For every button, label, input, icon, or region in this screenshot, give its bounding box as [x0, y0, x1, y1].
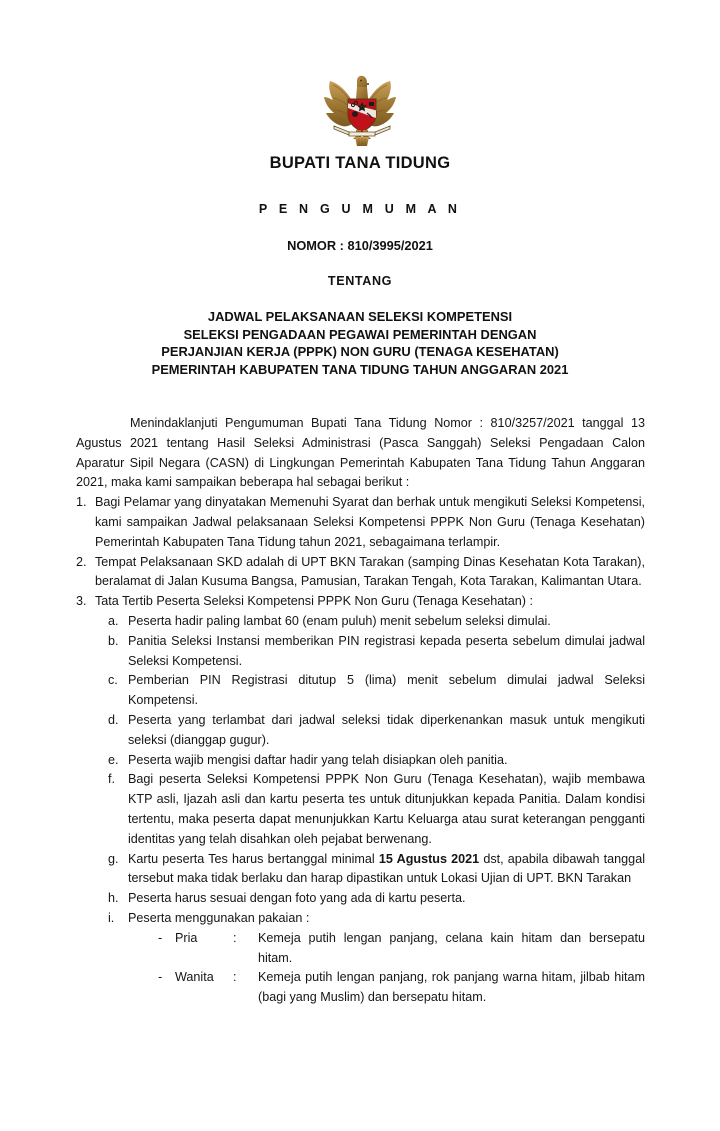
list-item-text: Tempat Pelaksanaan SKD adalah di UPT BKN Tarakan (samping Dinas Kesehatan Kota Tarakan), beralamat di Jalan Kusuma Bangsa, Pamusian, Tarakan Tengah, Kota Tarakan, Kalimantan Utara.: [95, 554, 645, 589]
dash-marker: -: [158, 970, 163, 985]
sublist-item-marker: c.: [108, 673, 118, 688]
sublist-item-marker: g.: [108, 851, 119, 866]
intro-paragraph: Menindaklanjuti Pengumuman Bupati Tana Tidung Nomor : 810/3257/2021 tanggal 13 Agustus 2021 tentang Hasil Seleksi Administrasi (Pasca Sanggah) Seleksi Pengadaan Calon Aparatur Sipil Negara (CASN) di Lingkungan Pemerintah Kabupaten Tana Tidung Tahun Anggaran 2021, maka kami sampaikan beberapa hal sebagai berikut :: [76, 416, 645, 490]
garuda-pancasila-emblem: [312, 72, 408, 148]
sublist-item-text: Peserta hadir paling lambat 60 (enam puluh) menit sebelum seleksi dimulai.: [128, 613, 551, 628]
colon-separator: :: [233, 970, 237, 985]
sublist-item: [108, 751, 645, 771]
document-body: [76, 414, 645, 1008]
sublist-item-text: Pemberian PIN Registrasi ditutup 5 (lima) menit sebelum dimulai jadwal Seleksi Kompetensi.: [128, 673, 645, 708]
list-item: [76, 592, 645, 1008]
sublist-item-marker: f.: [108, 772, 115, 787]
document-title: [0, 308, 720, 378]
sublist-item: [108, 711, 645, 751]
document-title-line-2: SELEKSI PENGADAAN PEGAWAI PEMERINTAH DENGAN: [183, 326, 537, 342]
dress-code-item: [158, 968, 645, 1008]
list-item: [76, 553, 645, 593]
sublist-item-text: Panitia Seleksi Instansi memberikan PIN registrasi kepada peserta sebelum dimulai jadwal Seleksi Kompetensi.: [128, 633, 645, 668]
colon-separator: :: [233, 930, 237, 945]
dress-code-item: [158, 929, 645, 969]
sublist-item-text: Bagi peserta Seleksi Kompetensi PPPK Non Guru (Tenaga Kesehatan), wajib membawa KTP asli, Ijazah asli dan kartu peserta tes untuk ditunjukkan kepada Panitia. Dalam kondisi tertentu, maka peserta dapat menunjukkan Kartu Keluarga atau surat keterangan pengganti identitas yang telah disahkan oleh pejabat berwenang.: [128, 772, 645, 846]
dress-code-text: Kemeja putih lengan panjang, rok panjang warna hitam, jilbab hitam (bagi yang Muslim) dan bersepatu hitam.: [258, 970, 645, 1005]
highlighted-date: 15 Agustus 2021: [378, 851, 480, 866]
sublist-item: [108, 770, 645, 849]
sublist-item-marker: a.: [108, 613, 119, 628]
sublist-item-marker: h.: [108, 891, 119, 906]
sublist-item-marker: b.: [108, 633, 119, 648]
document-title-line-1: JADWAL PELAKSANAAN SELEKSI KOMPETENSI: [207, 309, 513, 324]
sublist-item: [108, 632, 645, 672]
sublist-item-text: Peserta wajib mengisi daftar hadir yang telah disiapkan oleh panitia.: [128, 752, 508, 767]
sublist-item: [108, 850, 645, 890]
list-item: [76, 493, 645, 552]
list-item-marker: 3.: [76, 594, 87, 609]
sublist-text-after-bold: dst, apabila dibawah tanggal tersebut maka tidak berlaku dan harap dipastikan untuk Lokasi Ujian di UPT. BKN Tarakan: [128, 851, 645, 886]
dash-marker: -: [158, 930, 163, 945]
sublist-item-text: [128, 850, 645, 890]
dress-code-list: [128, 929, 645, 1008]
sublist-item: [108, 612, 645, 632]
list-item-text: Bagi Pelamar yang dinyatakan Memenuhi Syarat dan berhak untuk mengikuti Seleksi Kompetensi, kami sampaikan Jadwal pelaksanaan Seleksi Kompetensi PPPK Non Guru (Tenaga Kesehatan) Pemerintah Kabupaten Tana Tidung tahun 2021, sebagaimana terlampir.: [95, 495, 645, 549]
sublist-item: [108, 889, 645, 909]
list-item-text: Tata Tertib Peserta Seleksi Kompetensi PPPK Non Guru (Tenaga Kesehatan) :: [95, 594, 533, 609]
dress-code-label: Pria: [175, 930, 198, 945]
numbered-list: [76, 493, 645, 1008]
sublist-item-text: Peserta harus sesuai dengan foto yang ada di kartu peserta.: [128, 891, 466, 906]
document-kind: P E N G U M U M A N: [258, 202, 462, 216]
document-title-line-4: PEMERINTAH KABUPATEN TANA TIDUNG TAHUN ANGGARAN 2021: [151, 361, 569, 377]
list-item-marker: 1.: [76, 495, 87, 510]
sublist-item-text: Peserta yang terlambat dari jadwal seleksi tidak diperkenankan masuk untuk mengikuti seleksi (dianggap gugur).: [128, 712, 645, 747]
sublist-item: [108, 909, 645, 1008]
list-item-marker: 2.: [76, 554, 87, 569]
sublist-item-marker: e.: [108, 752, 119, 767]
document-header: [0, 0, 720, 378]
document-about-label: TENTANG: [327, 274, 393, 288]
document-number: NOMOR : 810/3995/2021: [287, 238, 433, 253]
sublist-item: [108, 671, 645, 711]
sublist-item-marker: i.: [108, 910, 115, 925]
sublist-item-marker: d.: [108, 712, 119, 727]
alpha-sublist: [95, 612, 645, 1008]
organization-name: BUPATI TANA TIDUNG: [269, 154, 451, 172]
sublist-text-before-bold: Kartu peserta Tes harus bertanggal minimal: [128, 851, 379, 866]
dress-code-text: Kemeja putih lengan panjang, celana kain hitam dan bersepatu hitam.: [258, 930, 645, 965]
document-title-line-3: PERJANJIAN KERJA (PPPK) NON GURU (TENAGA KESEHATAN): [161, 344, 559, 359]
sublist-item-text: Peserta menggunakan pakaian :: [128, 910, 310, 925]
dress-code-label: Wanita: [175, 970, 214, 985]
